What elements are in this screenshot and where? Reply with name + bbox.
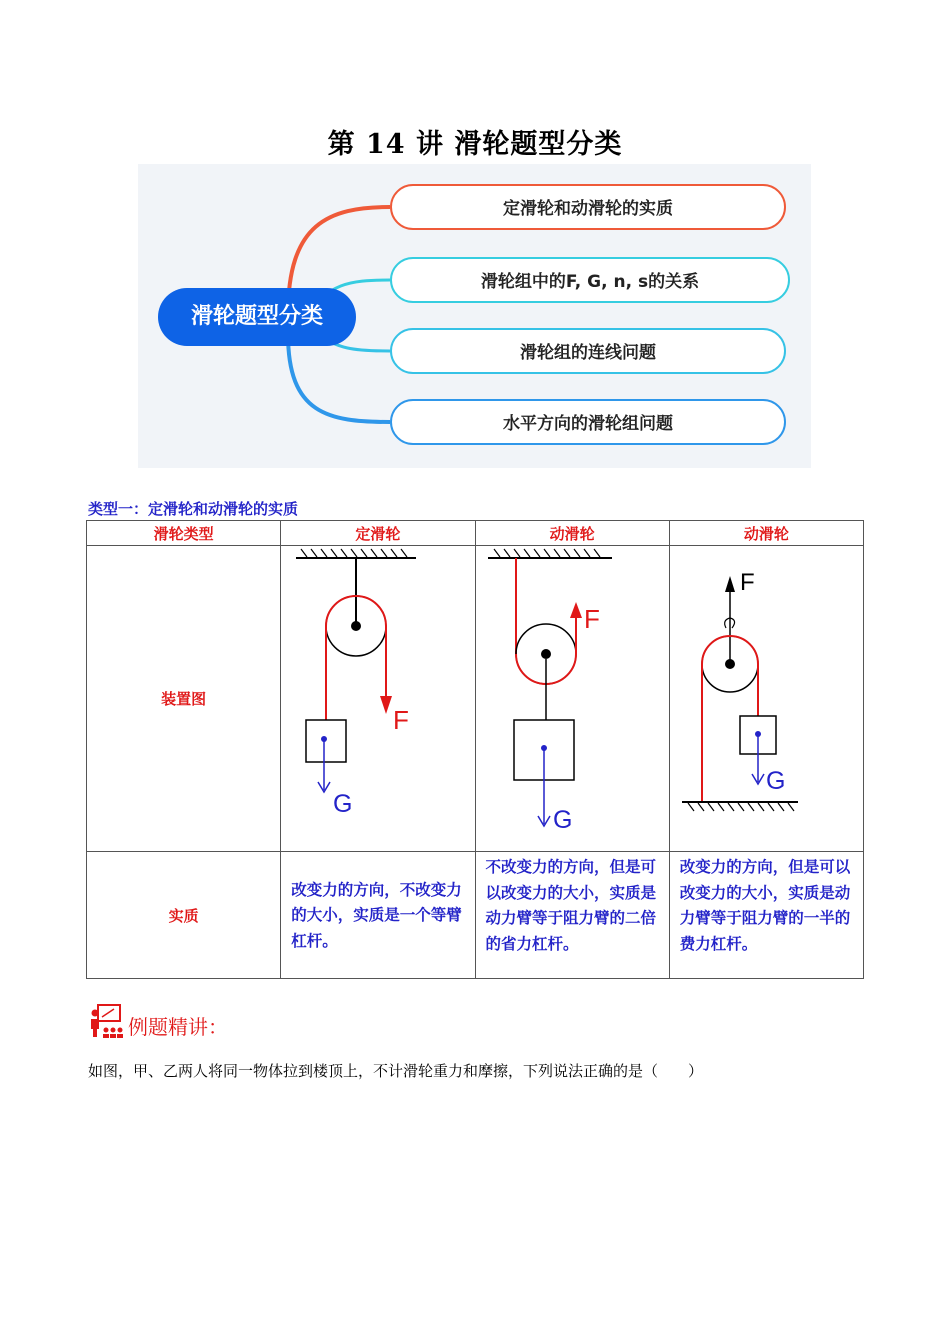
mind-map-branch: 定滑轮和动滑轮的实质 <box>390 184 786 230</box>
mind-map-branch: 滑轮组中的F, G, n, s的关系 <box>390 257 790 303</box>
essence-cell: 改变力的方向，但是可以改变力的大小，实质是动力臂等于阻力臂的一半的费力杠杆。 <box>669 852 863 979</box>
force-label: F <box>583 604 600 634</box>
question-text: 如图，甲、乙两人将同一物体拉到楼顶上，不计滑轮重力和摩擦，下列说法正确的是（ ） <box>88 1062 704 1080</box>
gravity-label: G <box>765 767 786 795</box>
example-heading <box>88 1003 228 1039</box>
example-label: 例题精讲： <box>128 1015 228 1039</box>
row-label: 实质 <box>87 852 281 979</box>
teacher-icon <box>88 1003 126 1039</box>
table-header: 定滑轮 <box>281 521 475 546</box>
table-row <box>87 852 864 979</box>
gravity-label: G <box>552 806 572 834</box>
table-header: 动滑轮 <box>669 521 863 546</box>
mind-map-branch: 滑轮组的连线问题 <box>390 328 786 374</box>
mind-map-branch: 水平方向的滑轮组问题 <box>390 399 786 445</box>
section-title: 类型一：定滑轮和动滑轮的实质 <box>88 500 299 518</box>
force-label: F <box>393 705 410 735</box>
pulley-table <box>86 520 864 979</box>
movable-pulley-reversed-diagram <box>669 546 863 852</box>
table-header-row <box>87 521 864 546</box>
force-label: F <box>739 569 755 596</box>
movable-pulley-diagram <box>475 546 669 852</box>
table-header: 滑轮类型 <box>87 521 281 546</box>
movable-pulley-reversed-figure <box>670 546 864 851</box>
row-label: 装置图 <box>87 546 281 852</box>
essence-cell: 不改变力的方向，但是可以改变力的大小，实质是动力臂等于阻力臂的二倍的省力杠杆。 <box>475 852 669 979</box>
mind-map-root: 滑轮题型分类 <box>158 288 356 346</box>
fixed-pulley-figure <box>281 546 475 851</box>
essence-cell: 改变力的方向，不改变力的大小，实质是一个等臂杠杆。 <box>281 852 475 979</box>
gravity-label: G <box>333 790 353 818</box>
table-row <box>87 546 864 852</box>
table-header: 动滑轮 <box>475 521 669 546</box>
page-title: 第 14 讲 滑轮题型分类 <box>327 129 623 160</box>
movable-pulley-figure <box>476 546 670 851</box>
mind-map <box>138 164 811 468</box>
fixed-pulley-diagram <box>281 546 475 852</box>
